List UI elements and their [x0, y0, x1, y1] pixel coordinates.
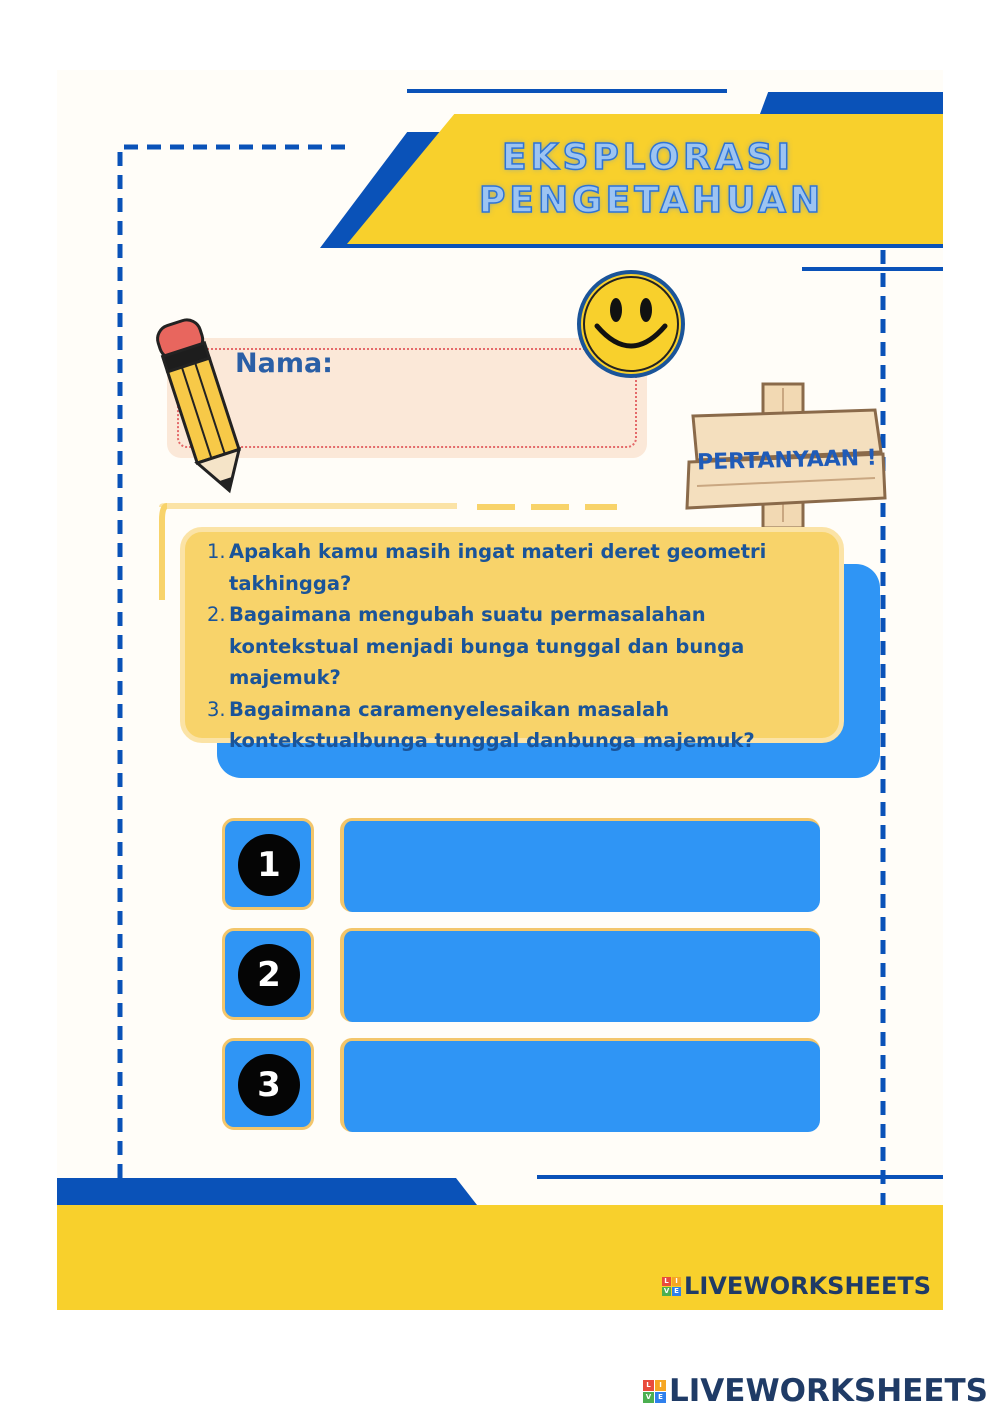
bottom-blue-block [57, 1178, 477, 1205]
question-text: Bagaimana caramenyelesaikan masalah kontekstualbunga tunggal danbunga majemuk? [229, 697, 755, 752]
answer-number-tile-3 [222, 1038, 314, 1130]
answer-field-2[interactable] [340, 928, 820, 1022]
question-item [207, 599, 839, 694]
page-title-line1: EKSPLORASI [502, 137, 794, 178]
question-item [207, 694, 839, 757]
answer-field-1[interactable] [340, 818, 820, 912]
liveworksheets-logo-icon: L I V E [662, 1277, 681, 1296]
name-label: Nama: [235, 348, 333, 379]
answer-field-3[interactable] [340, 1038, 820, 1132]
question-text: Apakah kamu masih ingat materi deret geometri takhingga? [229, 540, 767, 595]
answer-number-tile-2 [222, 928, 314, 1020]
footer-branding-text: LIVEWORKSHEETS [669, 1373, 988, 1409]
sign-label: PERTANYAAN ! [696, 445, 878, 476]
question-list [207, 536, 839, 757]
answer-number-2: 2 [238, 944, 300, 1006]
pencil-icon [149, 308, 259, 498]
worksheet-page [57, 70, 943, 1310]
footer-branding[interactable] [643, 1373, 988, 1409]
question-number: 1. [207, 540, 226, 563]
smiley-face-icon [575, 268, 687, 380]
question-box [180, 527, 844, 752]
liveworksheets-logo-icon: L I V E [643, 1380, 666, 1403]
answer-number-tile-1 [222, 818, 314, 910]
answer-number-3: 3 [238, 1054, 300, 1116]
bottom-thin-line [537, 1175, 943, 1179]
question-item [207, 536, 839, 599]
question-text: Bagaimana mengubah suatu permasalahan kontekstual menjadi bunga tunggal dan bunga majemuk? [229, 603, 745, 689]
answer-number-1: 1 [238, 834, 300, 896]
question-number: 2. [207, 603, 226, 626]
page-title-line2: PENGETAHUAN [479, 180, 825, 221]
inner-branding [662, 1272, 931, 1300]
inner-branding-text: LIVEWORKSHEETS [684, 1272, 931, 1300]
question-number: 3. [207, 697, 226, 721]
